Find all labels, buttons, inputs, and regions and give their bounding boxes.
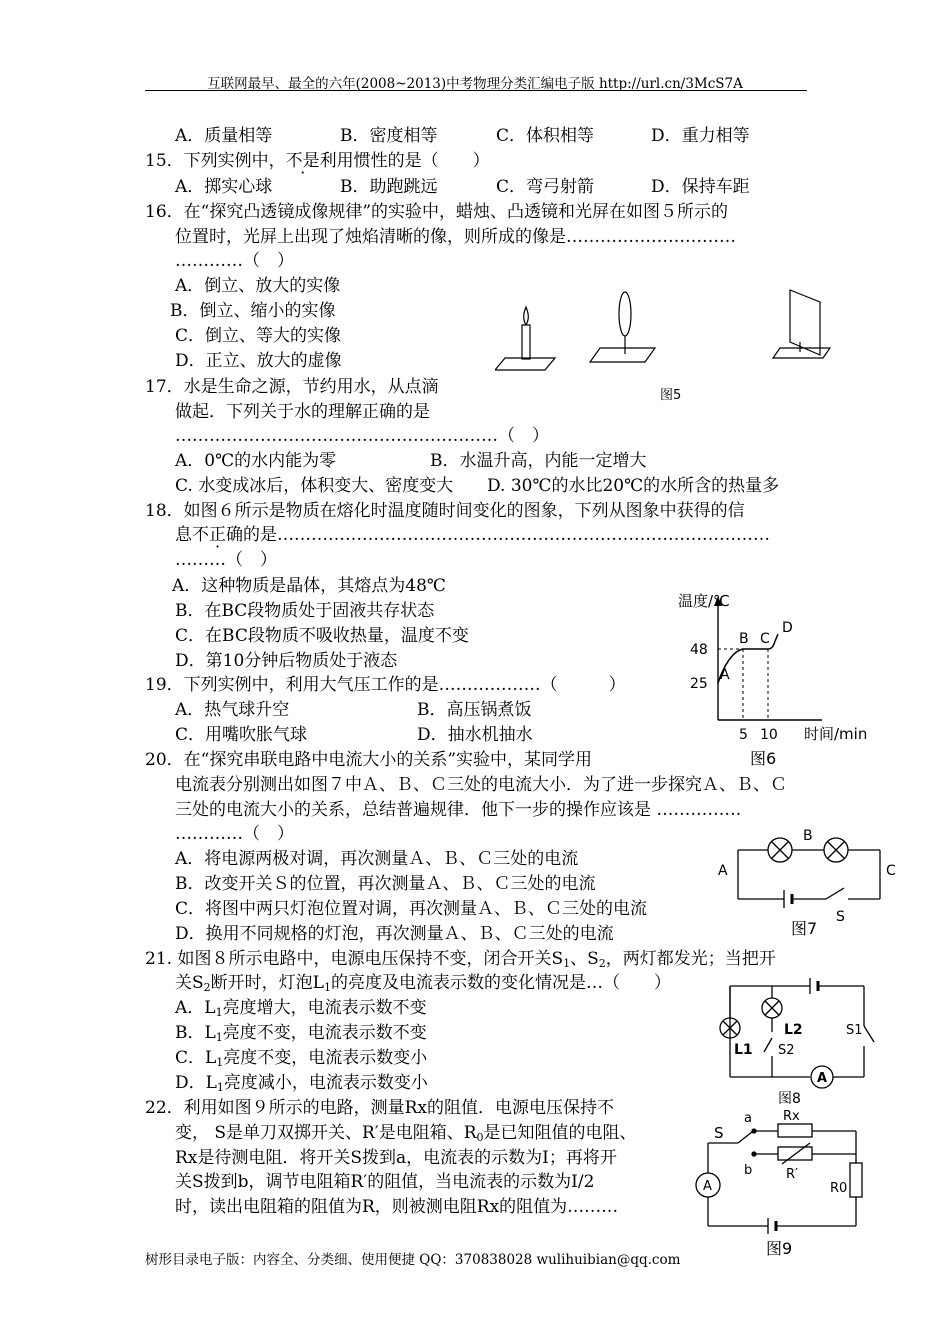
q20-stem-line3: 三处的电流大小的关系，总结普遍规律．他下一步的操作应该是 ……………	[175, 800, 742, 820]
q16-stem-line3: …………（ ）	[175, 251, 294, 271]
q16-option-a: A．倒立、放大的实像	[175, 276, 341, 296]
q21-option-c: C．$L_1$亮度不变，电流表示数变小	[175, 1048, 428, 1069]
q14-option-d: D．重力相等	[651, 126, 750, 146]
label-l2: L2	[784, 1022, 803, 1038]
x-tick-5: 5	[739, 727, 748, 743]
q17-option-c: C. 水变成冰后，体积变大、密度变大	[175, 476, 454, 496]
figure9-circuit	[690, 1108, 890, 1258]
q22-stem-line2: 变， S是单刀双掷开关、R′是电阻箱、$R_0$是已知阻值的电阻、	[175, 1123, 637, 1144]
q21-option-b: B．$L_1$亮度不变，电流表示数不变	[175, 1023, 427, 1044]
figure9-caption: 图9	[766, 1239, 793, 1258]
q17-option-b: B．水温升高，内能一定增大	[430, 451, 647, 471]
lens-on-stand	[590, 292, 655, 362]
q14-option-a: A．质量相等	[175, 126, 273, 146]
q22-stem-line3: Rx是待测电阻．将开关S拨到a，电流表的示数为I；再将开	[175, 1148, 617, 1168]
q18-option-b: B．在BC段物质处于固液共存状态	[175, 601, 435, 621]
q19-option-a: A．热气球升空	[175, 700, 290, 720]
q18-option-c: C．在BC段物质不吸收热量，温度不变	[175, 626, 469, 646]
ammeter-label: A	[817, 1071, 828, 1086]
q18-option-d: D．第10分钟后物质处于液态	[175, 651, 398, 671]
switch-s1	[864, 1026, 874, 1042]
q15-stem: 15．下列实例中，不是利用惯性的是（ ）	[145, 151, 490, 171]
q18-stem-line3: ………（ ）	[175, 550, 277, 570]
label-b: b	[744, 1163, 753, 1178]
label-a: a	[744, 1111, 752, 1126]
label-rx: Rx	[783, 1109, 800, 1124]
label-s: S	[836, 909, 845, 925]
page-footer: 树形目录电子版：内容全、分类细、使用便捷 QQ：370838028 wulihuibian@qq.com	[145, 1252, 681, 1268]
q15-option-a: A．掷实心球	[175, 177, 273, 197]
q19-option-b: B．高压锅煮饭	[417, 700, 532, 720]
label-s1: S1	[846, 1023, 863, 1038]
q18-stem-line1: 18．如图６所示是物质在熔化时温度随时间变化的图象，下列从图象中获得的信	[145, 501, 745, 521]
label-l1: L1	[734, 1042, 753, 1058]
q16-stem-line2: 位置时，光屏上出现了烛焰清晰的像，则所成的像是…………………………	[175, 227, 736, 247]
q16-option-c: C．倒立、等大的实像	[175, 326, 342, 346]
q20-option-b: B．改变开关Ｓ的位置，再次测量Ａ、Ｂ、Ｃ三处的电流	[175, 874, 596, 894]
label-r-prime: R′	[786, 1167, 798, 1182]
q19-stem: 19．下列实例中，利用大气压工作的是………………（ ）	[145, 675, 626, 695]
label-a: A	[718, 863, 728, 879]
q16-option-b: B．倒立、缩小的实像	[170, 301, 336, 321]
emphasis-dots: 不是	[285, 151, 320, 171]
q21-option-d: D．$L_1$亮度减小，电流表示数变小	[175, 1073, 428, 1094]
figure6-caption: 图6	[750, 749, 777, 768]
resistor-r0	[850, 1163, 862, 1197]
ammeter-label: A	[703, 1179, 712, 1194]
label-s2: S2	[778, 1043, 795, 1058]
label-b: B	[803, 828, 813, 844]
q14-option-c: C．体积相等	[496, 126, 595, 146]
label-c: C	[886, 863, 896, 879]
emphasis-dots: 不正确	[192, 525, 243, 545]
q22-stem-line1: 22．利用如图９所示的电路，测量Rx的阻值．电源电压保持不	[145, 1098, 615, 1118]
q19-option-c: C．用嘴吹胀气球	[175, 725, 308, 745]
q21-stem-line2: 关$S_2$断开时，灯泡$L_1$的亮度及电流表示数的变化情况是…（ ）	[175, 973, 671, 994]
q15-option-d: D．保持车距	[651, 177, 750, 197]
q20-stem-line2: 电流表分别测出如图７中Ａ、Ｂ、Ｃ三处的电流大小．为了进一步探究Ａ、Ｂ、Ｃ	[175, 775, 787, 795]
q15-option-b: B．助跑跳远	[340, 177, 438, 197]
label-s: S	[714, 1124, 724, 1142]
q17-option-d: D. 30℃的水比20℃的水所含的热量多	[487, 476, 780, 496]
page-header: 互联网最早、最全的六年(2008~2013)中考物理分类汇编电子版 http://url.cn/3McS7A	[207, 76, 743, 92]
header-rule	[145, 90, 807, 91]
label-r0: R0	[830, 1181, 848, 1196]
q20-stem-line4: …………（ ）	[175, 824, 294, 844]
q20-stem-line1: 20．在“探究串联电路中电流大小的关系”实验中，某同学用	[145, 750, 593, 770]
q14-option-b: B．密度相等	[340, 126, 438, 146]
switch-s	[738, 1132, 752, 1143]
q15-option-c: C．弯弓射箭	[496, 177, 595, 197]
q21-stem-line1: 21. 如图８所示电路中，电源电压保持不变，闭合开关$S_1$、$S_2$，两灯都发光；当把开	[145, 949, 776, 970]
switch-s2	[764, 1038, 772, 1052]
switch-s	[826, 888, 844, 899]
q17-stem-line3: …………………………………………………（ ）	[175, 426, 549, 446]
figure8-caption: 图8	[778, 1091, 801, 1106]
figure5	[495, 280, 835, 405]
resistor-rx	[778, 1124, 812, 1137]
q17-option-a: A．0℃的水内能为零	[175, 451, 337, 471]
x-tick-10: 10	[760, 727, 778, 743]
point-label-a: A	[720, 667, 730, 683]
q20-option-d: D．换用不同规格的灯泡，再次测量Ａ、Ｂ、Ｃ三处的电流	[175, 924, 614, 944]
screen-on-stand	[773, 290, 830, 358]
q18-option-a: A．这种物质是晶体，其熔点为48℃	[172, 576, 446, 596]
candle-on-stand	[495, 307, 555, 370]
point-label-b: B	[739, 630, 749, 647]
q19-option-d: D．抽水机抽水	[417, 725, 533, 745]
q21-option-a: A．$L_1$亮度增大，电流表示数不变	[175, 998, 427, 1019]
q22-stem-line5: 时，读出电阻箱的阻值为R，则被测电阻Rx的阻值为………	[175, 1197, 619, 1217]
q17-stem-line1: 17．水是生命之源，节约用水，从点滴	[145, 377, 439, 397]
figure7-circuit	[716, 822, 906, 942]
y-tick-48: 48	[690, 641, 708, 658]
point-label-c: C	[760, 630, 770, 647]
q16-stem-line1: 16．在“探究凸透镜成像规律”的实验中，蜡烛、凸透镜和光屏在如图５所示的	[145, 202, 729, 222]
q20-option-a: A．将电源两极对调，再次测量Ａ、Ｂ、Ｃ三处的电流	[175, 849, 579, 869]
figure8-circuit	[712, 976, 892, 1106]
q18-stem-line2: 息不正确的是……………………………………………………………………………	[175, 525, 770, 545]
q17-stem-line2: 做起．下列关于水的理解正确的是	[175, 402, 430, 422]
figure7-caption: 图7	[791, 919, 818, 938]
q16-option-d: D．正立、放大的虚像	[175, 351, 342, 371]
y-tick-25: 25	[690, 676, 708, 692]
figure5-caption: 图5	[660, 388, 682, 403]
q22-stem-line4: 关S拨到b，调节电阻箱R′的阻值，当电流表的示数为I/2	[175, 1172, 595, 1192]
point-label-d: D	[782, 620, 793, 637]
x-axis-label: 时间/min	[804, 725, 868, 743]
q20-option-c: C．将图中两只灯泡位置对调，再次测量Ａ、Ｂ、Ｃ三处的电流	[175, 899, 648, 919]
figure6-chart	[672, 582, 882, 772]
y-axis-label: 温度/℃	[678, 592, 730, 610]
